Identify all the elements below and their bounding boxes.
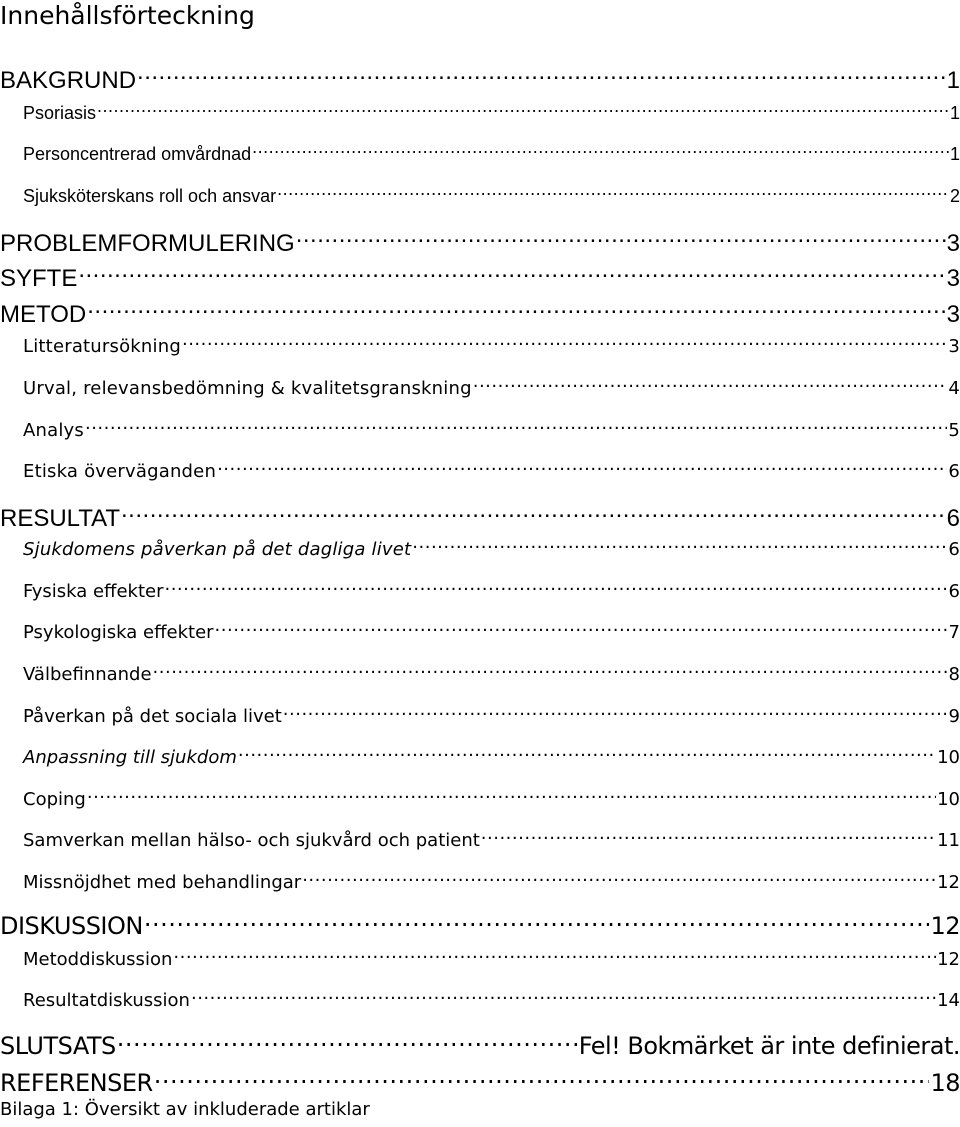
dot-leader xyxy=(173,947,936,965)
toc-entry-etiska[interactable] xyxy=(0,459,960,489)
toc-entry-label: Påverkan på det sociala livet xyxy=(23,706,282,727)
toc-entry-page: 12 xyxy=(937,872,960,893)
toc-entry-label: Samverkan mellan hälso- och sjukvård och patient xyxy=(23,830,480,851)
dot-leader xyxy=(121,502,946,526)
dot-leader xyxy=(283,704,948,722)
toc-entry-label: METOD xyxy=(0,301,87,328)
toc-entry-page: 3 xyxy=(946,301,960,328)
toc-entry-label: Sjukdomens påverkan på det dagliga livet xyxy=(23,539,412,560)
toc-entry-page: 8 xyxy=(948,664,960,685)
toc-entry-slutsats[interactable] xyxy=(0,1030,960,1060)
toc-entry-page: 10 xyxy=(937,789,960,810)
toc-entry-fysiska[interactable] xyxy=(0,579,960,609)
toc-entry-syfte[interactable] xyxy=(0,262,960,292)
toc-entry-label: Anpassning till sjukdom xyxy=(23,747,237,768)
toc-entry-sjukskoterskans-roll[interactable] xyxy=(0,184,960,214)
toc-entry-page: 6 xyxy=(946,505,960,532)
toc-entry-page: 1 xyxy=(949,103,960,123)
toc-entry-page: 1 xyxy=(946,67,960,94)
toc-entry-page: 12 xyxy=(930,912,960,940)
toc-entry-valbefinnande[interactable] xyxy=(0,662,960,692)
toc-entry-diskussion[interactable] xyxy=(0,910,960,940)
toc-entry-page: 3 xyxy=(946,265,960,292)
toc-entry-label: Psoriasis xyxy=(23,103,97,123)
dot-leader xyxy=(87,787,936,805)
toc-entry-label: Litteratursökning xyxy=(23,336,181,357)
dot-leader xyxy=(252,142,949,160)
toc-entry-page: 18 xyxy=(930,1069,960,1097)
toc-entry-label: Välbefinnande xyxy=(23,664,152,685)
dot-leader xyxy=(78,262,945,286)
toc-entry-page: 11 xyxy=(937,830,960,851)
page-title: Innehållsförteckning xyxy=(0,1,255,30)
toc-entry-label: Sjuksköterskans roll och ansvar xyxy=(23,186,277,206)
toc-entry-page: 9 xyxy=(948,706,960,727)
toc-entry-analys[interactable] xyxy=(0,418,960,448)
toc-entry-label: Resultatdiskussion xyxy=(23,990,190,1011)
toc-entry-urval[interactable] xyxy=(0,376,960,406)
toc-entry-label: Missnöjdhet med behandlingar xyxy=(23,872,302,893)
toc-entry-page: 3 xyxy=(946,230,960,257)
appendix-label: Bilaga 1: Översikt av inkluderade artiklar xyxy=(0,1099,370,1120)
dot-leader xyxy=(117,1030,578,1054)
toc-entry-label: RESULTAT xyxy=(0,505,121,532)
toc-entry-resultat[interactable] xyxy=(0,502,960,532)
toc-entry-psykologiska[interactable] xyxy=(0,620,960,650)
toc-entry-page-error: Fel! Bokmärket är inte definierat. xyxy=(578,1032,960,1060)
toc-entry-label: Etiska överväganden xyxy=(23,461,217,482)
toc-entry-page: 6 xyxy=(948,461,960,482)
toc-entry-missnojdhet[interactable] xyxy=(0,870,960,900)
dot-leader xyxy=(217,459,947,477)
toc-entry-anpassning[interactable] xyxy=(0,745,960,775)
toc-entry-label: DISKUSSION xyxy=(0,912,143,940)
toc-entry-psoriasis[interactable] xyxy=(0,101,960,131)
toc-entry-page: 7 xyxy=(948,622,960,643)
toc-entry-label: Urval, relevansbedömning & kvalitetsgranskning xyxy=(23,378,472,399)
dot-leader xyxy=(85,418,947,436)
toc-entry-page: 4 xyxy=(948,378,960,399)
toc-entry-label: Metoddiskussion xyxy=(23,949,173,970)
toc-entry-label: SYFTE xyxy=(0,265,78,292)
toc-entry-label: SLUTSATS xyxy=(0,1032,116,1060)
toc-entry-label: Coping xyxy=(23,789,86,810)
toc-entry-label: BAKGRUND xyxy=(0,67,137,94)
dot-leader xyxy=(144,910,930,934)
toc-entry-metod[interactable] xyxy=(0,298,960,328)
dot-leader xyxy=(137,64,946,88)
dot-leader xyxy=(302,870,936,888)
dot-leader xyxy=(154,1067,930,1091)
dot-leader xyxy=(182,334,947,352)
toc-entry-coping[interactable] xyxy=(0,787,960,817)
dot-leader xyxy=(473,376,948,394)
toc-entry-page: 14 xyxy=(937,990,960,1011)
dot-leader xyxy=(164,579,947,597)
dot-leader xyxy=(296,227,946,251)
dot-leader xyxy=(238,745,936,763)
dot-leader xyxy=(481,828,936,846)
dot-leader xyxy=(153,662,948,680)
toc-entry-sjukdomens-paverkan[interactable] xyxy=(0,537,960,567)
toc-entry-samverkan[interactable] xyxy=(0,828,960,858)
toc-entry-label: PROBLEMFORMULERING xyxy=(0,230,295,257)
toc-entry-label: Psykologiska effekter xyxy=(23,622,214,643)
dot-leader xyxy=(191,988,936,1006)
toc-entry-page: 12 xyxy=(937,949,960,970)
toc-entry-label: Analys xyxy=(23,420,84,441)
toc-entry-sociala-livet[interactable] xyxy=(0,704,960,734)
toc-entry-page: 2 xyxy=(949,186,960,206)
toc-entry-label: Personcentrerad omvårdnad xyxy=(23,144,252,164)
toc-entry-page: 10 xyxy=(937,747,960,768)
toc-entry-label: REFERENSER xyxy=(0,1069,153,1097)
toc-entry-bakgrund[interactable] xyxy=(0,64,960,94)
toc-entry-page: 5 xyxy=(948,420,960,441)
dot-leader xyxy=(215,620,948,638)
toc-entry-resultatdiskussion[interactable] xyxy=(0,988,960,1018)
toc-entry-page: 6 xyxy=(948,581,960,602)
dot-leader xyxy=(97,101,949,119)
dot-leader xyxy=(87,298,945,322)
toc-entry-problemformulering[interactable] xyxy=(0,227,960,257)
toc-entry-label: Fysiska effekter xyxy=(23,581,164,602)
toc-entry-personcentrerad[interactable] xyxy=(0,142,960,172)
toc-entry-litteratursokning[interactable] xyxy=(0,334,960,364)
toc-entry-page: 6 xyxy=(948,539,960,560)
dot-leader xyxy=(412,537,947,555)
dot-leader xyxy=(277,184,949,202)
toc-entry-referenser[interactable] xyxy=(0,1067,960,1097)
toc-entry-page: 3 xyxy=(948,336,960,357)
toc-entry-metoddiskussion[interactable] xyxy=(0,947,960,977)
toc-entry-page: 1 xyxy=(949,144,960,164)
